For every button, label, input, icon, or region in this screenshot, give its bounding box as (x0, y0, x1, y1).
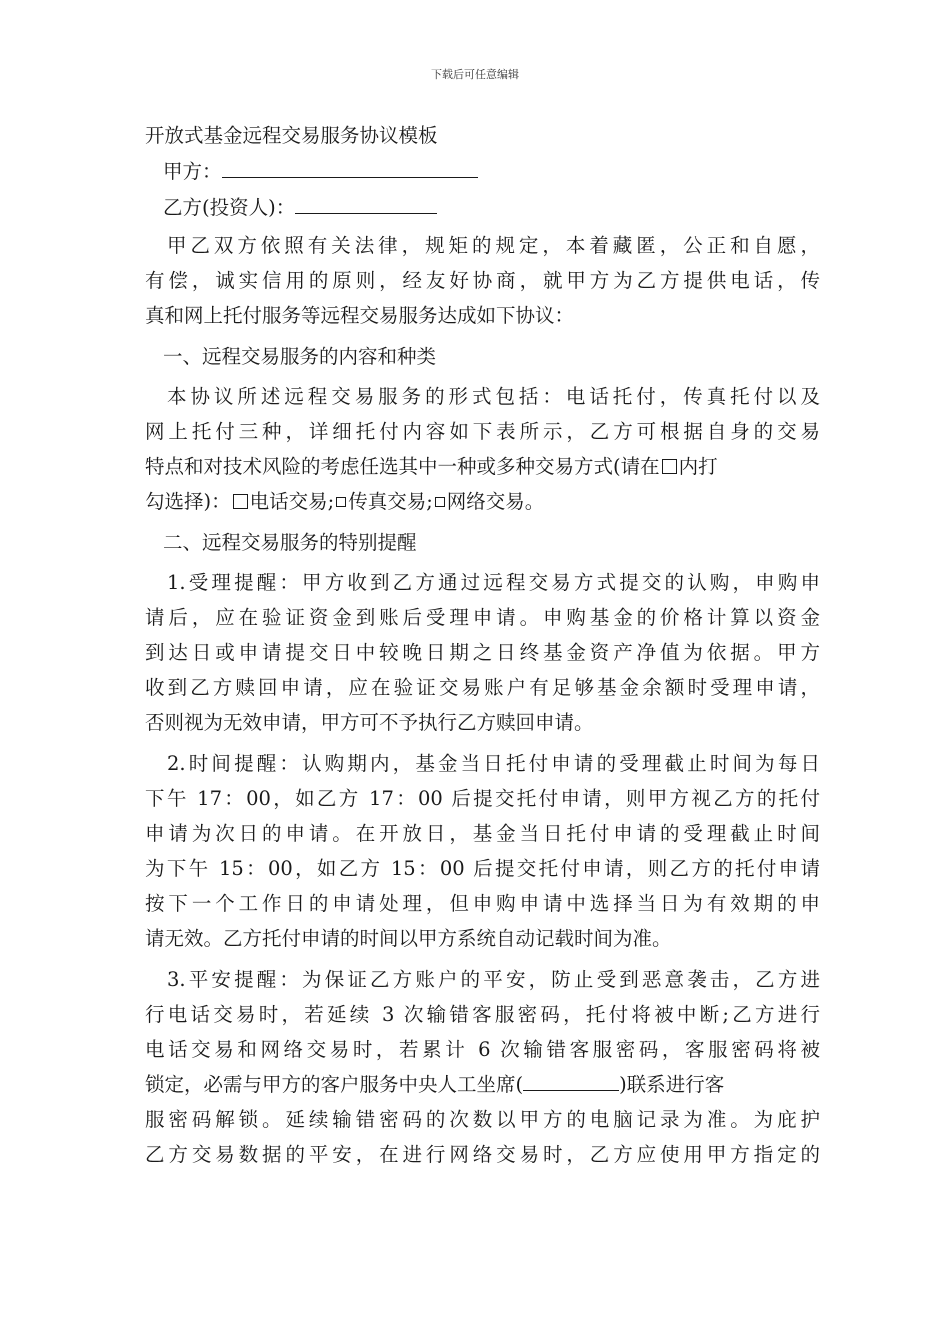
item-1-paragraph (145, 565, 820, 740)
section-1-line-text: 特点和对技术风险的考虑任选其中一种或多种交易方式(请在 (145, 455, 660, 478)
checkbox-icon[interactable] (662, 459, 677, 474)
item-2-line: 请无效。乙方托付申请的时间以甲方系统自动记载时间为准。 (145, 927, 672, 950)
phone-trade-checkbox[interactable] (233, 494, 248, 509)
item-3-line-text: 锁定，必需与甲方的客户服务中央人工坐席( (145, 1073, 524, 1096)
phone-trade-label: 电话交易; (249, 490, 335, 513)
item-1-line: 到达日或申请提交日中较晚日期之日终基金资产净值为依据。甲方 (145, 641, 820, 664)
item-3-line: 电话交易和网络交易时，若累计 6 次输错客服密码，客服密码将被 (145, 1038, 820, 1061)
item-2-line: 下午 17：00，如乙方 17：00 后提交托付申请，则甲方视乙方的托付 (145, 787, 820, 810)
item-2-line: 为下午 15：00，如乙方 15：00 后提交托付申请，则乙方的托付申请 (145, 857, 820, 880)
item-3-line-text: )联系进行客 (619, 1073, 725, 1096)
intro-paragraph (145, 228, 820, 333)
party-a-label: 甲方： (163, 160, 222, 183)
online-trade-label: 网络交易。 (446, 490, 545, 513)
item-2-paragraph (145, 746, 820, 956)
fax-trade-label: 传真交易; (348, 490, 433, 513)
party-b-label: 乙方(投资人)： (163, 196, 296, 219)
item-1-line: 收到乙方赎回申请，应在验证交易账户有足够基金余额时受理申请， (145, 676, 820, 699)
item-2-line: 申请为次日的申请。在开放日，基金当日托付申请的受理截止时间 (145, 822, 820, 845)
section-1-line: 网上托付三种，详细托付内容如下表所示，乙方可根据自身的交易 (145, 420, 820, 443)
item-3-line (145, 1067, 820, 1102)
trade-options-line (145, 484, 820, 519)
item-2-line: 2.时间提醒：认购期内，基金当日托付申请的受理截止时间为每日 (167, 752, 820, 775)
section-1-line: 本协议所述远程交易服务的形式包括：电话托付，传真托付以及 (167, 385, 820, 408)
online-trade-checkbox[interactable] (435, 497, 445, 507)
intro-line: 有偿，诚实信用的原则，经友好协商，就甲方为乙方提供电话，传 (145, 269, 820, 292)
service-phone-blank[interactable] (523, 1072, 619, 1091)
item-3-line: 行电话交易时，若延续 3 次输错客服密码，托付将被中断;乙方进行 (145, 1003, 820, 1026)
party-a-blank[interactable] (222, 157, 478, 178)
party-a-line (145, 157, 820, 185)
document-title: 开放式基金远程交易服务协议模板 (145, 124, 438, 147)
document-body (145, 122, 820, 1178)
intro-line: 真和网上托付服务等远程交易服务达成如下协议： (145, 304, 575, 327)
item-1-line: 1.受理提醒：甲方收到乙方通过远程交易方式提交的认购，申购申 (167, 571, 820, 594)
item-3-paragraph (145, 962, 820, 1172)
item-3-line: 乙方交易数据的平安，在进行网络交易时，乙方应使用甲方指定的 (145, 1143, 820, 1166)
section-1-line (145, 449, 820, 484)
section-1-paragraph (145, 379, 820, 519)
party-b-line (145, 193, 820, 221)
intro-line: 甲乙双方依照有关法律，规矩的规定，本着藏匿，公正和自愿， (167, 234, 820, 257)
trade-options-prefix: 勾选择)： (145, 490, 231, 513)
fax-trade-checkbox[interactable] (336, 497, 346, 507)
section-1-heading: 一、远程交易服务的内容和种类 (163, 345, 437, 368)
section-1-line-text: 内打 (678, 455, 718, 478)
section-2-heading: 二、远程交易服务的特别提醒 (163, 531, 417, 554)
party-b-blank[interactable] (295, 193, 437, 214)
item-1-line: 请后，应在验证资金到账后受理申请。申购基金的价格计算以资金 (145, 606, 820, 629)
item-1-line: 否则视为无效申请，甲方可不予执行乙方赎回申请。 (145, 711, 594, 734)
item-3-line: 服密码解锁。延续输错密码的次数以甲方的电脑记录为准。为庇护 (145, 1108, 820, 1131)
page-header-note: 下载后可任意编辑 (431, 68, 519, 81)
item-2-line: 按下一个工作日的申请处理，但申购申请中选择当日为有效期的申 (145, 892, 820, 915)
item-3-line: 3.平安提醒：为保证乙方账户的平安，防止受到恶意袭击，乙方进 (167, 968, 820, 991)
